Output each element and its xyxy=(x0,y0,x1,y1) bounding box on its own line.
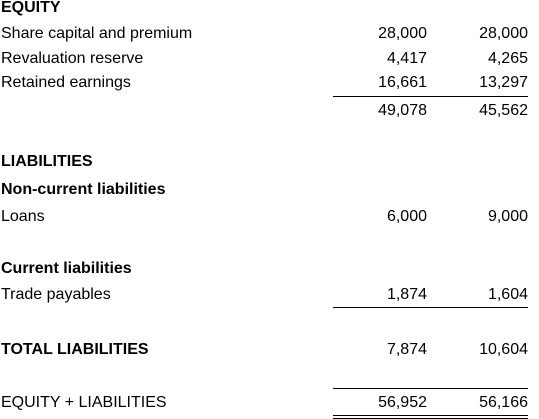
subtotal-rule xyxy=(333,96,528,97)
grand-total-prior-year: 56,166 xyxy=(479,394,528,411)
row-label-revaluation-reserve: Revaluation reserve xyxy=(1,50,144,67)
table-row xyxy=(0,284,539,306)
grand-total-top-rule xyxy=(333,388,528,389)
value-current-year: 6,000 xyxy=(386,208,427,225)
double-underline-top xyxy=(333,415,528,416)
row-label-retained-earnings: Retained earnings xyxy=(1,74,131,91)
subtotal-rule xyxy=(333,307,528,308)
current-liabilities-heading: Current liabilities xyxy=(1,260,132,277)
grand-total-current-year: 56,952 xyxy=(378,394,427,411)
row-label-loans: Loans xyxy=(1,208,45,225)
value-prior-year: 9,000 xyxy=(487,208,528,225)
table-row xyxy=(0,72,539,94)
equity-total-prior-year: 45,562 xyxy=(479,102,528,119)
value-prior-year: 13,297 xyxy=(479,74,528,91)
value-prior-year: 28,000 xyxy=(479,25,528,42)
grand-total-row xyxy=(0,392,539,414)
current-heading-row xyxy=(0,258,539,280)
liabilities-heading: LIABILITIES xyxy=(1,153,93,170)
table-row xyxy=(0,48,539,70)
total-liabilities-current-year: 7,874 xyxy=(386,341,427,358)
value-current-year: 4,417 xyxy=(386,50,427,67)
non-current-heading-row xyxy=(0,179,539,201)
grand-total-label: EQUITY + LIABILITIES xyxy=(1,394,167,411)
total-liabilities-label: TOTAL LIABILITIES xyxy=(1,341,149,358)
total-liabilities-prior-year: 10,604 xyxy=(479,341,528,358)
equity-heading: EQUITY xyxy=(1,0,61,16)
value-prior-year: 4,265 xyxy=(487,50,528,67)
liabilities-heading-row xyxy=(0,151,539,173)
value-prior-year: 1,604 xyxy=(487,286,528,303)
equity-total-row xyxy=(0,100,539,122)
row-label-share-capital: Share capital and premium xyxy=(1,25,193,42)
table-row xyxy=(0,206,539,228)
table-row xyxy=(0,23,539,45)
value-current-year: 28,000 xyxy=(378,25,427,42)
equity-heading-row xyxy=(0,0,539,19)
value-current-year: 16,661 xyxy=(378,74,427,91)
row-label-trade-payables: Trade payables xyxy=(1,286,111,303)
value-current-year: 1,874 xyxy=(386,286,427,303)
non-current-liabilities-heading: Non-current liabilities xyxy=(1,181,166,198)
total-liabilities-row xyxy=(0,339,539,361)
equity-total-current-year: 49,078 xyxy=(378,102,427,119)
